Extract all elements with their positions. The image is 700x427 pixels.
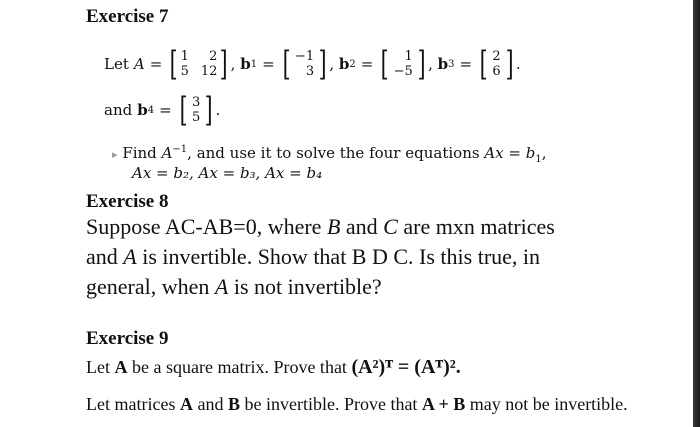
vector-b4: 3 5 xyxy=(191,95,201,125)
and-text: and xyxy=(104,101,133,119)
exercise-7-heading: Exercise 7 xyxy=(86,6,169,27)
let-text: Let xyxy=(104,55,129,73)
exercise-8-line-1: Suppose AC-AB=0, where B and C are mxn matrices xyxy=(86,214,555,239)
b4-symbol: b xyxy=(137,101,148,119)
b2-subscript: 2 xyxy=(349,58,356,70)
exercise-8-line-3: general, when A is not invertible? xyxy=(86,274,382,299)
transpose-formula: (A²)ᵀ = (Aᵀ)². xyxy=(351,356,461,378)
right-edge-border xyxy=(693,0,700,427)
left-bracket: [ xyxy=(169,44,178,84)
matrix-a-entry: 2 xyxy=(209,49,218,64)
b4-subscript: 4 xyxy=(147,104,155,116)
vector-b2: 1 −5 xyxy=(393,49,413,79)
right-bracket: ] xyxy=(220,44,229,84)
b1-subscript: 1 xyxy=(250,58,258,70)
matrix-a-entry: 1 xyxy=(180,49,189,64)
b1-symbol: b xyxy=(240,55,251,73)
matrix-a-entry: 12 xyxy=(200,64,218,79)
exercise-9-line-2: Let matrices A and B be invertible. Prove that A + B may not be invertible. xyxy=(86,394,628,414)
matrix-a xyxy=(181,49,218,79)
exercise-7-b4-line: and b 4 = [ 3 5 ] . xyxy=(104,90,221,130)
equals-sign: = xyxy=(149,55,163,73)
matrix-a-entry: 5 xyxy=(180,64,189,79)
b2-symbol: b xyxy=(338,55,350,73)
bullet-icon: ▸ xyxy=(112,148,118,161)
vector-b3: 2 6 xyxy=(492,49,501,79)
exercise-9-line-1: Let A be a square matrix. Prove that (A²)ᵀ = (Aᵀ)². xyxy=(86,356,461,378)
exercise-8-heading: Exercise 8 xyxy=(86,191,169,212)
exercise-8-line-2: and A is invertible. Show that B D C. Is this true, in xyxy=(86,244,541,269)
b3-symbol: b xyxy=(437,55,449,73)
exercise-7-task-line-1: ▸ Find $A^{-1}$, and use it to solve the four equations $Ax = b_1$, xyxy=(112,144,547,165)
exercise-9-heading: Exercise 9 xyxy=(86,328,169,349)
exercise-7-task-line-2: Ax = b₂, Ax = b₃, Ax = b₄ xyxy=(132,164,323,182)
exercise-7-given-line: Let A = [ 1 2 5 12 ] , b 1 = [ −1 3 ] , b 2 = [ 1 −5 ] , b 3 = [ 2 6 ] . xyxy=(104,44,521,84)
b3-subscript: 3 xyxy=(448,58,455,70)
vector-b1: −1 3 xyxy=(294,49,315,79)
matrix-a-symbol: A xyxy=(133,55,145,73)
